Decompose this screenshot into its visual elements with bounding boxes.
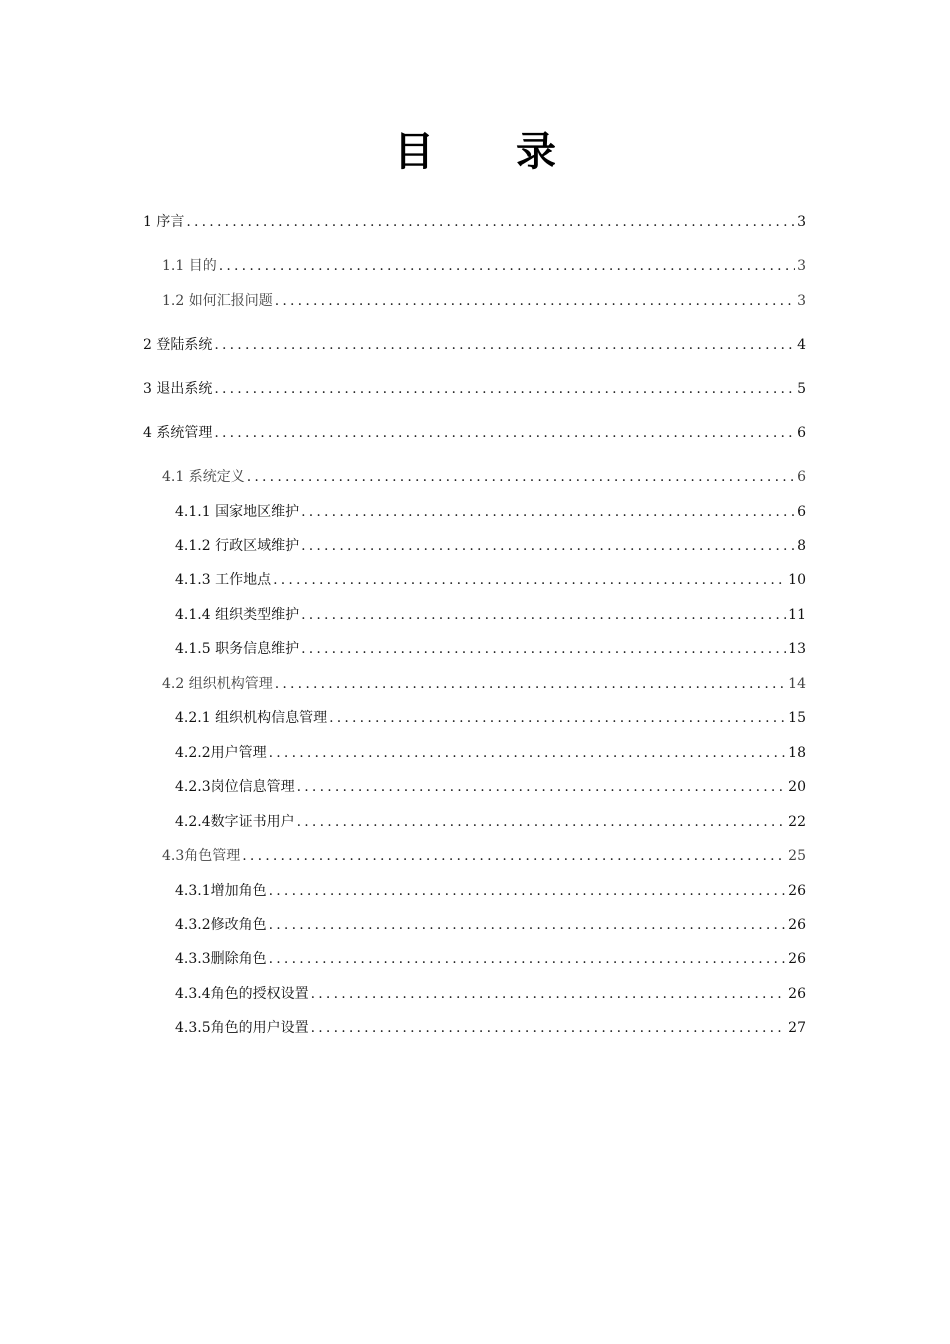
toc-entry[interactable]: [143, 335, 806, 355]
toc-entry[interactable]: [162, 846, 806, 866]
toc-page-number: 14: [788, 676, 806, 692]
toc-entry-text: 4.1.2 行政区域维护: [175, 538, 300, 554]
toc-entry-text: 1.1 目的: [162, 258, 217, 274]
toc-page-number: 6: [797, 504, 806, 520]
toc-page-number: 26: [788, 917, 806, 933]
toc-page-number: 5: [797, 381, 806, 397]
toc-entry-text: 4.3.2修改角色: [175, 917, 267, 933]
toc-page-number: 18: [788, 745, 806, 761]
toc-leader: [186, 212, 795, 232]
toc-entry-text: 2 登陆系统: [143, 337, 213, 353]
toc-entry-text: 4.1.5 职务信息维护: [175, 641, 300, 657]
toc-page-number: 26: [788, 986, 806, 1002]
page-title: 目 录: [394, 129, 590, 175]
toc-leader: [329, 708, 786, 728]
toc-entry-text: 4.1 系统定义: [162, 469, 245, 485]
toc-page-number: 10: [788, 572, 806, 588]
toc-entry-text: 4.2.3岗位信息管理: [175, 779, 295, 795]
toc-entry-text: 4.1.4 组织类型维护: [175, 607, 300, 623]
toc-leader: [301, 639, 786, 659]
toc-page-number: 11: [788, 607, 806, 623]
toc-entry-text: 4.1.3 工作地点: [175, 572, 272, 588]
toc-entry-text: 4.2.2用户管理: [175, 745, 267, 761]
toc-page-number: 26: [788, 951, 806, 967]
toc-entry[interactable]: [175, 777, 806, 797]
toc-entry[interactable]: [175, 1018, 806, 1038]
toc-leader: [214, 335, 795, 355]
toc-leader: [311, 984, 787, 1004]
toc-page-number: 6: [797, 425, 806, 441]
toc-entry[interactable]: [175, 502, 806, 522]
toc-entry[interactable]: [162, 467, 806, 487]
toc-leader: [275, 674, 786, 694]
toc-entry-text: 3 退出系统: [143, 381, 213, 397]
toc-page-number: 6: [797, 469, 806, 485]
toc-leader: [242, 846, 786, 866]
toc-page-number: 22: [788, 814, 806, 830]
toc-entry-text: 4.3.1增加角色: [175, 883, 267, 899]
toc-entry[interactable]: [175, 536, 806, 556]
toc-leader: [297, 812, 787, 832]
toc-leader: [269, 881, 787, 901]
toc-leader: [214, 379, 795, 399]
toc-leader: [247, 467, 795, 487]
toc-entry[interactable]: [175, 743, 806, 763]
toc-page-number: 20: [788, 779, 806, 795]
toc-entry[interactable]: [143, 379, 806, 399]
toc-entry[interactable]: [175, 639, 806, 659]
toc-leader: [301, 536, 795, 556]
toc-entry-text: 4.3.3删除角色: [175, 951, 267, 967]
toc-leader: [301, 605, 786, 625]
toc-leader: [273, 570, 786, 590]
toc-entry-text: 4.3角色管理: [162, 848, 241, 864]
toc-entry-text: 4.2.1 组织机构信息管理: [175, 710, 328, 726]
toc-leader: [269, 743, 787, 763]
toc-leader: [301, 502, 795, 522]
toc-page-number: 3: [797, 258, 806, 274]
toc-page-number: 25: [788, 848, 806, 864]
toc-leader: [269, 915, 787, 935]
toc-entry-text: 1.2 如何汇报问题: [162, 293, 273, 309]
toc-entry-text: 4 系统管理: [143, 425, 213, 441]
toc-leader: [219, 256, 795, 276]
toc-entry[interactable]: [175, 881, 806, 901]
toc-leader: [275, 291, 795, 311]
toc-entry-text: 4.3.4角色的授权设置: [175, 986, 309, 1002]
toc-entry[interactable]: [143, 423, 806, 443]
toc-entry[interactable]: [162, 256, 806, 276]
toc-leader: [297, 777, 787, 797]
toc-entry[interactable]: [175, 812, 806, 832]
toc-entry-text: 1 序言: [143, 214, 185, 230]
toc-entry-text: 4.2 组织机构管理: [162, 676, 273, 692]
toc-page-number: 13: [788, 641, 806, 657]
toc-leader: [311, 1018, 787, 1038]
toc-page-number: 15: [788, 710, 806, 726]
toc-entry[interactable]: [162, 674, 806, 694]
toc-entry[interactable]: [175, 708, 806, 728]
toc-page-number: 3: [797, 293, 806, 309]
toc-entry[interactable]: [175, 570, 806, 590]
toc-entry[interactable]: [175, 915, 806, 935]
toc-page-number: 4: [797, 337, 806, 353]
toc-leader: [269, 949, 787, 969]
toc-page-number: 27: [788, 1020, 806, 1036]
toc-entry-text: 4.2.4数字证书用户: [175, 814, 295, 830]
toc-entry-text: 4.1.1 国家地区维护: [175, 504, 300, 520]
toc-page-number: 26: [788, 883, 806, 899]
toc-entry[interactable]: [162, 291, 806, 311]
toc-page-number: 3: [797, 214, 806, 230]
toc-page-number: 8: [797, 538, 806, 554]
toc-entry[interactable]: [175, 605, 806, 625]
toc-entry[interactable]: [143, 212, 806, 232]
toc-leader: [214, 423, 795, 443]
toc-entry[interactable]: [175, 984, 806, 1004]
toc-entry-text: 4.3.5角色的用户设置: [175, 1020, 309, 1036]
toc-entry[interactable]: [175, 949, 806, 969]
